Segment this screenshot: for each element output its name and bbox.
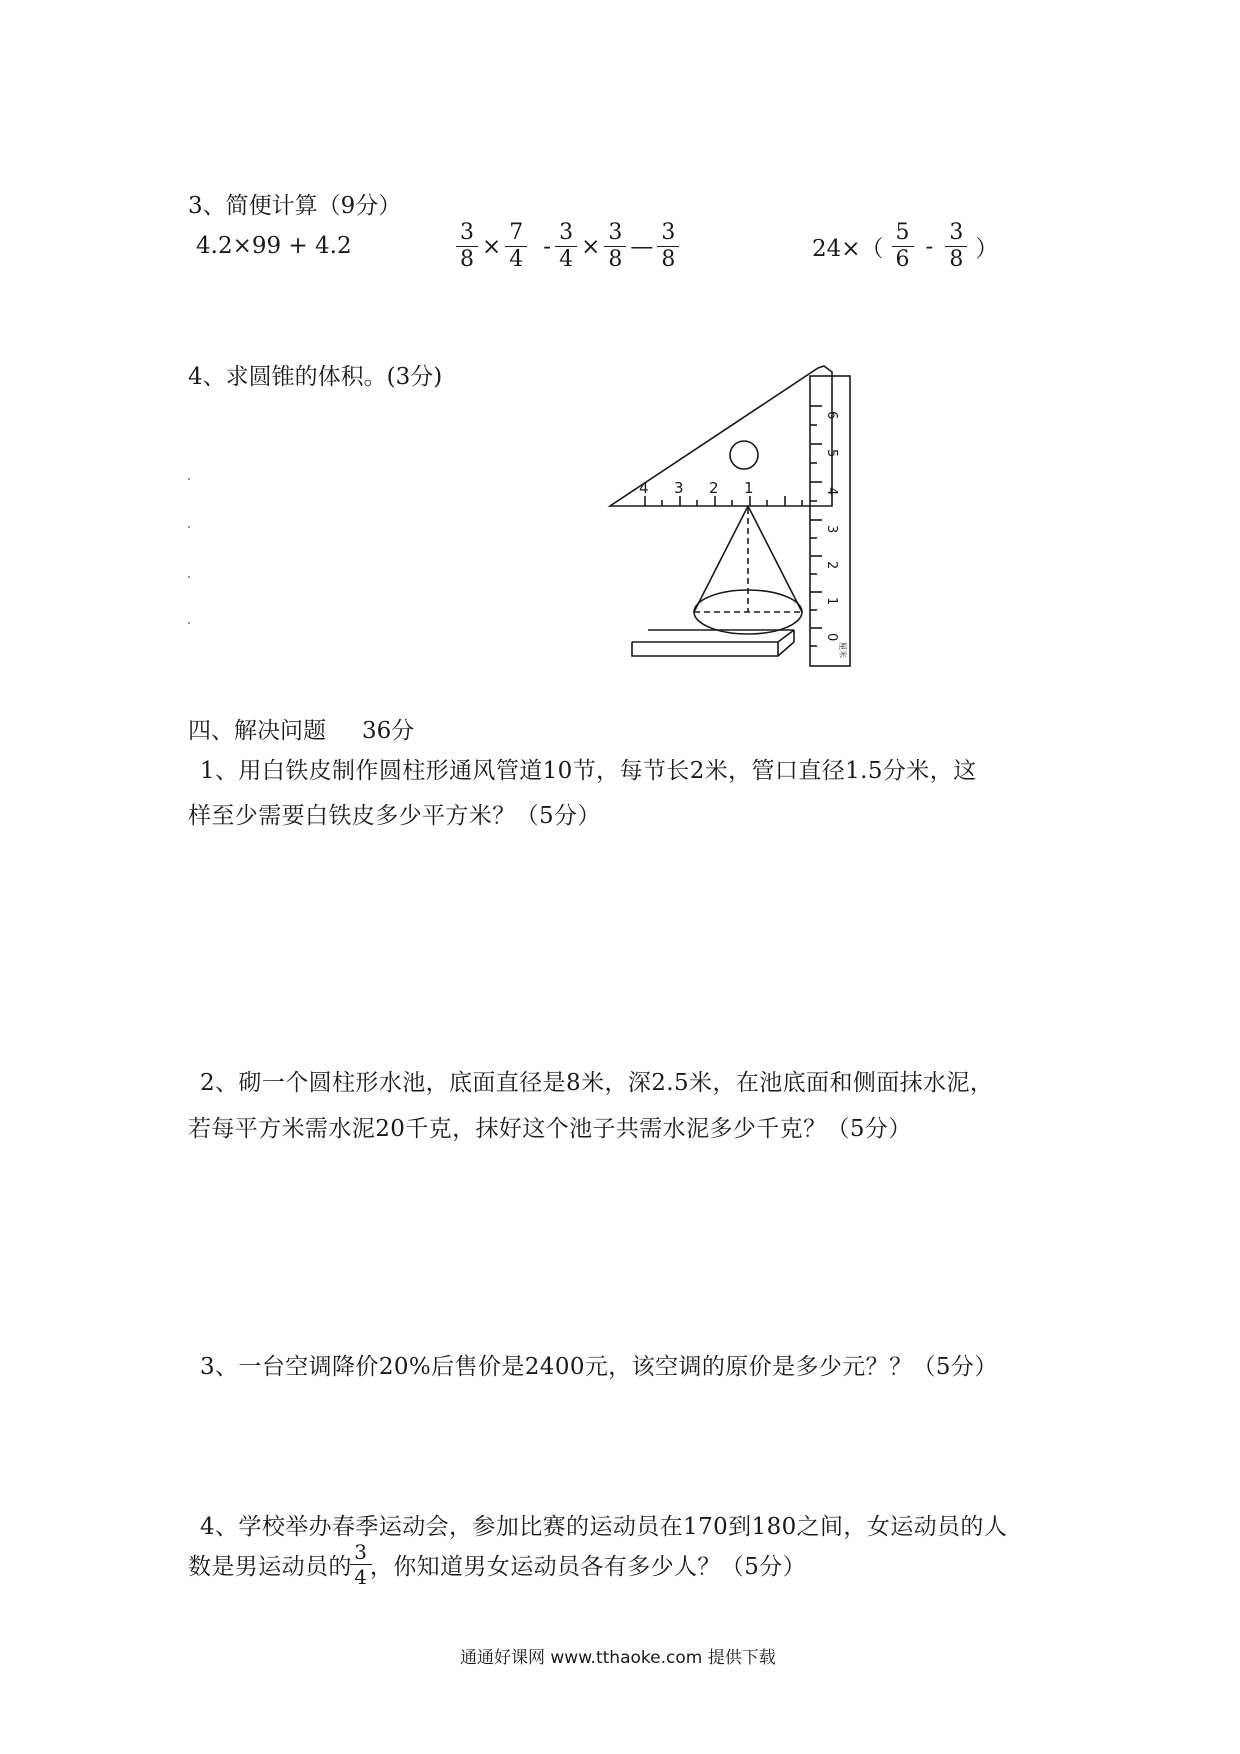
fraction: $\frac{5}{6}$ — [894, 220, 912, 273]
cone-side-right — [748, 506, 802, 612]
section3-heading: 3、简便计算（9分） — [188, 193, 402, 219]
expr-3: 24×（ $\frac{5}{6}$ - $\frac{3}{8}$ ） — [812, 220, 999, 272]
margin-dot — [188, 478, 190, 480]
ruler-tick-label: 4 — [824, 487, 839, 496]
ruler-tick-label: 0 — [824, 633, 839, 642]
expr-2: $\frac{3}{8}$ × $\frac{7}{4}$ - $\frac{3}{4}$ × $\frac{3}{8}$ — $\frac{3}{8}$ — [458, 220, 677, 273]
fraction: $\frac{3}{8}$ — [659, 220, 677, 273]
ruler-tick-label: 6 — [824, 411, 839, 420]
margin-dot — [188, 576, 190, 578]
part4-heading: 四、解决问题 36分 — [188, 718, 415, 744]
q1-line2: 样至少需要白铁皮多少平方米？（5分） — [188, 803, 601, 829]
fraction: $\frac{7}{4}$ — [507, 220, 525, 273]
fraction: $\frac{3}{8}$ — [947, 220, 965, 273]
ruler-tick-label: 1 — [824, 597, 839, 606]
fraction: $\frac{3}{8}$ — [458, 220, 476, 273]
q2-line2: 若每平方米需水泥20千克，抹好这个池子共需水泥多少千克？（5分） — [188, 1116, 912, 1142]
ruler-tick-label: 5 — [824, 449, 839, 458]
vertical-ruler — [810, 376, 850, 666]
section4-heading: 4、求圆锥的体积。(3分) — [188, 364, 443, 390]
triangle-tick-label: 3 — [674, 479, 684, 497]
ruler-tick-label: 2 — [824, 561, 839, 570]
expr-1: 4.2×99 + 4.2 — [196, 233, 352, 259]
fraction: $\frac{3}{4}$ — [557, 220, 575, 273]
q3-line1: 3、一台空调降价20%后售价是2400元，该空调的原价是多少元？？（5分） — [200, 1354, 998, 1380]
q2-line1: 2、砌一个圆柱形水池，底面直径是8米，深2.5米，在池底面和侧面抹水泥， — [200, 1070, 994, 1096]
cone-side-left — [694, 506, 748, 612]
q4-line1: 4、学校举办春季运动会，参加比赛的运动员在170到180之间，女运动员的人 — [200, 1514, 1008, 1540]
q1-line1: 1、用白铁皮制作圆柱形通风管道10节，每节长2米，管口直径1.5分米，这 — [200, 758, 977, 784]
ruler-unit-label: 厘米 — [838, 642, 847, 658]
ruler-tick-label: 3 — [824, 525, 839, 534]
set-square-hole — [730, 441, 758, 469]
footer-text: 通通好课网 www.tthaoke.com 提供下载 — [460, 1648, 776, 1668]
margin-dot — [188, 526, 190, 528]
fraction: $\frac{3}{8}$ — [606, 220, 624, 273]
triangle-tick-label: 4 — [639, 479, 649, 497]
margin-dot — [188, 622, 190, 624]
triangle-tick-label: 2 — [709, 479, 719, 497]
triangle-tick-label: 1 — [744, 479, 754, 497]
cone-measurement-figure — [600, 358, 870, 678]
table-block — [632, 630, 794, 656]
q4-line2: 数是男运动员的 $\frac{3}{4}$ ，你知道男女运动员各有多少人？（5分） — [188, 1540, 807, 1589]
fraction: $\frac{3}{4}$ — [352, 1540, 370, 1589]
